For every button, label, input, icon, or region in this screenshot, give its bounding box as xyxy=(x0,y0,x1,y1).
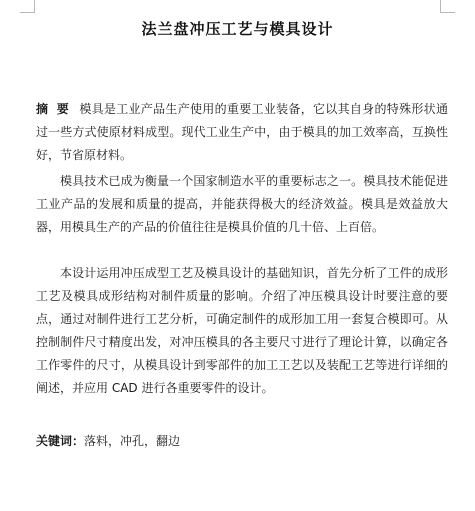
abstract-paragraph-1 xyxy=(36,98,448,167)
abstract-paragraph-2: 模具技术已成为衡量一个国家制造水平的重要标志之一。模具技术能促进工业产品的发展和质量的提高，并能获得极大的经济效益。模具是效益放大器，用模具生产的产品的价值往往是模具价值的几十倍、上百倍。 xyxy=(36,174,448,234)
abstract-label: 摘 要 xyxy=(36,102,72,116)
document-title: 法兰盘冲压工艺与模具设计 xyxy=(141,20,334,38)
abstract-text-1: 模具是工业产品生产使用的重要工业装备，它以其自身的特殊形状通过一些方式使原材料成型。现代工业生产中，由于模具的加工效率高，互换性好，节省原材料。 xyxy=(36,102,448,162)
keywords-value: 落料，冲孔，翻边 xyxy=(84,434,181,448)
crop-mark-top-right xyxy=(440,0,455,13)
crop-mark-top-left xyxy=(20,0,35,13)
keywords-line xyxy=(36,430,448,453)
abstract-paragraph-3: 本设计运用冲压成型工艺及模具设计的基础知识，首先分析了工件的成形工艺及模具成形结构对制件质量的影响。介绍了冲压模具设计时要注意的要点，通过对制件进行工艺分析，可确定制件的成形加工用一套复合模即可。从控制制件尺寸精度出发，对冲压模具的各主要尺寸进行了理论计算，以确定各工作零件的尺寸，从模具设计到零部件的加工工艺以及装配工艺等进行详细的阐述，并应用 CAD 进行各重要零件的设计。 xyxy=(36,266,448,395)
keywords-label: 关键词： xyxy=(36,434,85,448)
